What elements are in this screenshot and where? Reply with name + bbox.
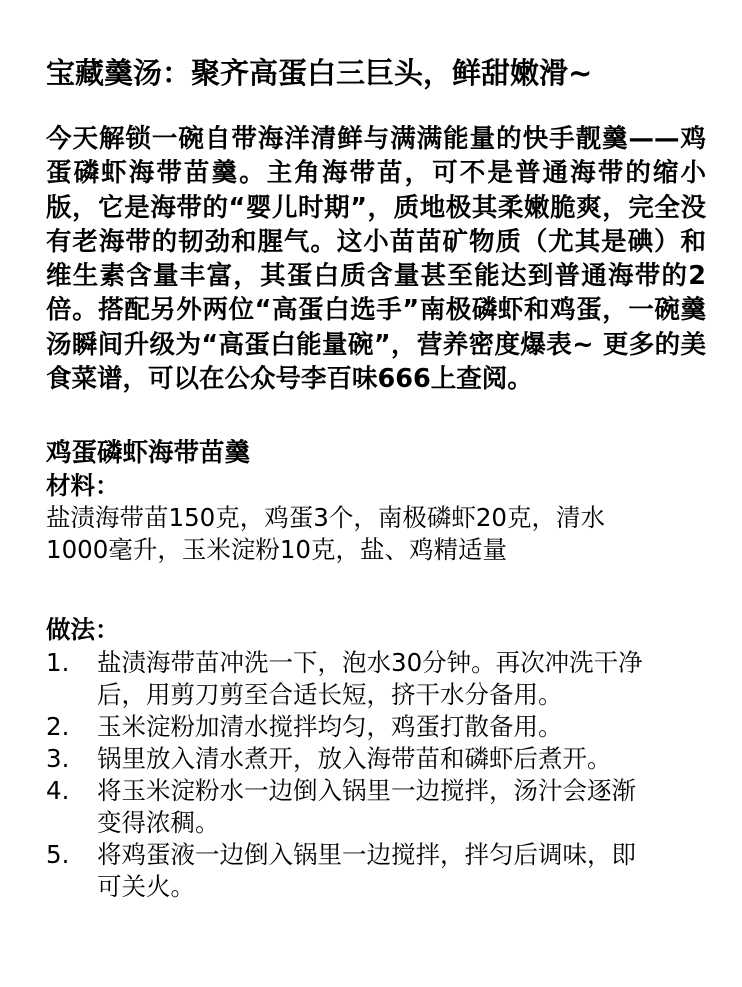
step-number: 1.: [46, 648, 70, 678]
method-step: [46, 775, 706, 839]
method-step: [46, 647, 706, 711]
step-text: [97, 775, 706, 839]
article-title: 宝藏羹汤：聚齐高蛋白三巨头，鲜甜嫩滑~: [46, 56, 593, 90]
step-text: [97, 711, 706, 743]
step-line: 变得浓稠。: [97, 808, 220, 838]
step-text: [97, 743, 706, 775]
method-step: [46, 743, 706, 775]
article-intro: 今天解锁一碗自带海洋清鲜与满满能量的快手靓羹——鸡蛋磷虾海带苗羹。主角海带苗，可不是普通海带的缩小版，它是海带的“婴儿时期”，质地极其柔嫩脆爽，完全没有老海带的韧劲和腥气。这小苗苗矿物质（尤其是碘）和维生素含量丰富，其蛋白质含量甚至能达到普通海带的2倍。搭配另外两位“高蛋白选手”南极磷虾和鸡蛋，一碗羹汤瞬间升级为“高蛋白能量碗”，营养密度爆表~ 更多的美食菜谱，可以在公众号李百味666上查阅。: [46, 124, 706, 395]
step-line: 盐渍海带苗冲洗一下，泡水30分钟。再次冲洗干净: [97, 648, 643, 678]
recipe-title: 鸡蛋磷虾海带苗羹: [46, 438, 251, 469]
materials-line: 盐渍海带苗150克，鸡蛋3个，南极磷虾20克，清水: [46, 503, 606, 533]
step-line: 玉米淀粉加清水搅拌均匀，鸡蛋打散备用。: [97, 712, 563, 742]
method-label: 做法：: [46, 615, 120, 645]
step-line: 将玉米淀粉水一边倒入锅里一边搅拌，汤汁会逐渐: [97, 776, 636, 806]
step-number: 3.: [46, 744, 70, 774]
materials-label: 材料：: [46, 471, 120, 501]
method-step: [46, 839, 706, 903]
step-line: 将鸡蛋液一边倒入锅里一边搅拌，拌匀后调味，即: [97, 840, 636, 870]
step-line: 后，用剪刀剪至合适长短，挤干水分备用。: [97, 680, 563, 710]
step-number: 2.: [46, 712, 70, 742]
method-steps: [46, 647, 706, 903]
materials-line: 1000毫升，玉米淀粉10克，盐、鸡精适量: [46, 535, 508, 565]
step-number: 4.: [46, 776, 70, 806]
recipe-document: [46, 48, 706, 903]
materials-text: [46, 502, 706, 566]
step-number: 5.: [46, 840, 70, 870]
step-text: [97, 839, 706, 903]
method-step: [46, 711, 706, 743]
step-line: 锅里放入清水煮开，放入海带苗和磷虾后煮开。: [97, 744, 612, 774]
step-text: [97, 647, 706, 711]
step-line: 可关火。: [97, 872, 195, 902]
